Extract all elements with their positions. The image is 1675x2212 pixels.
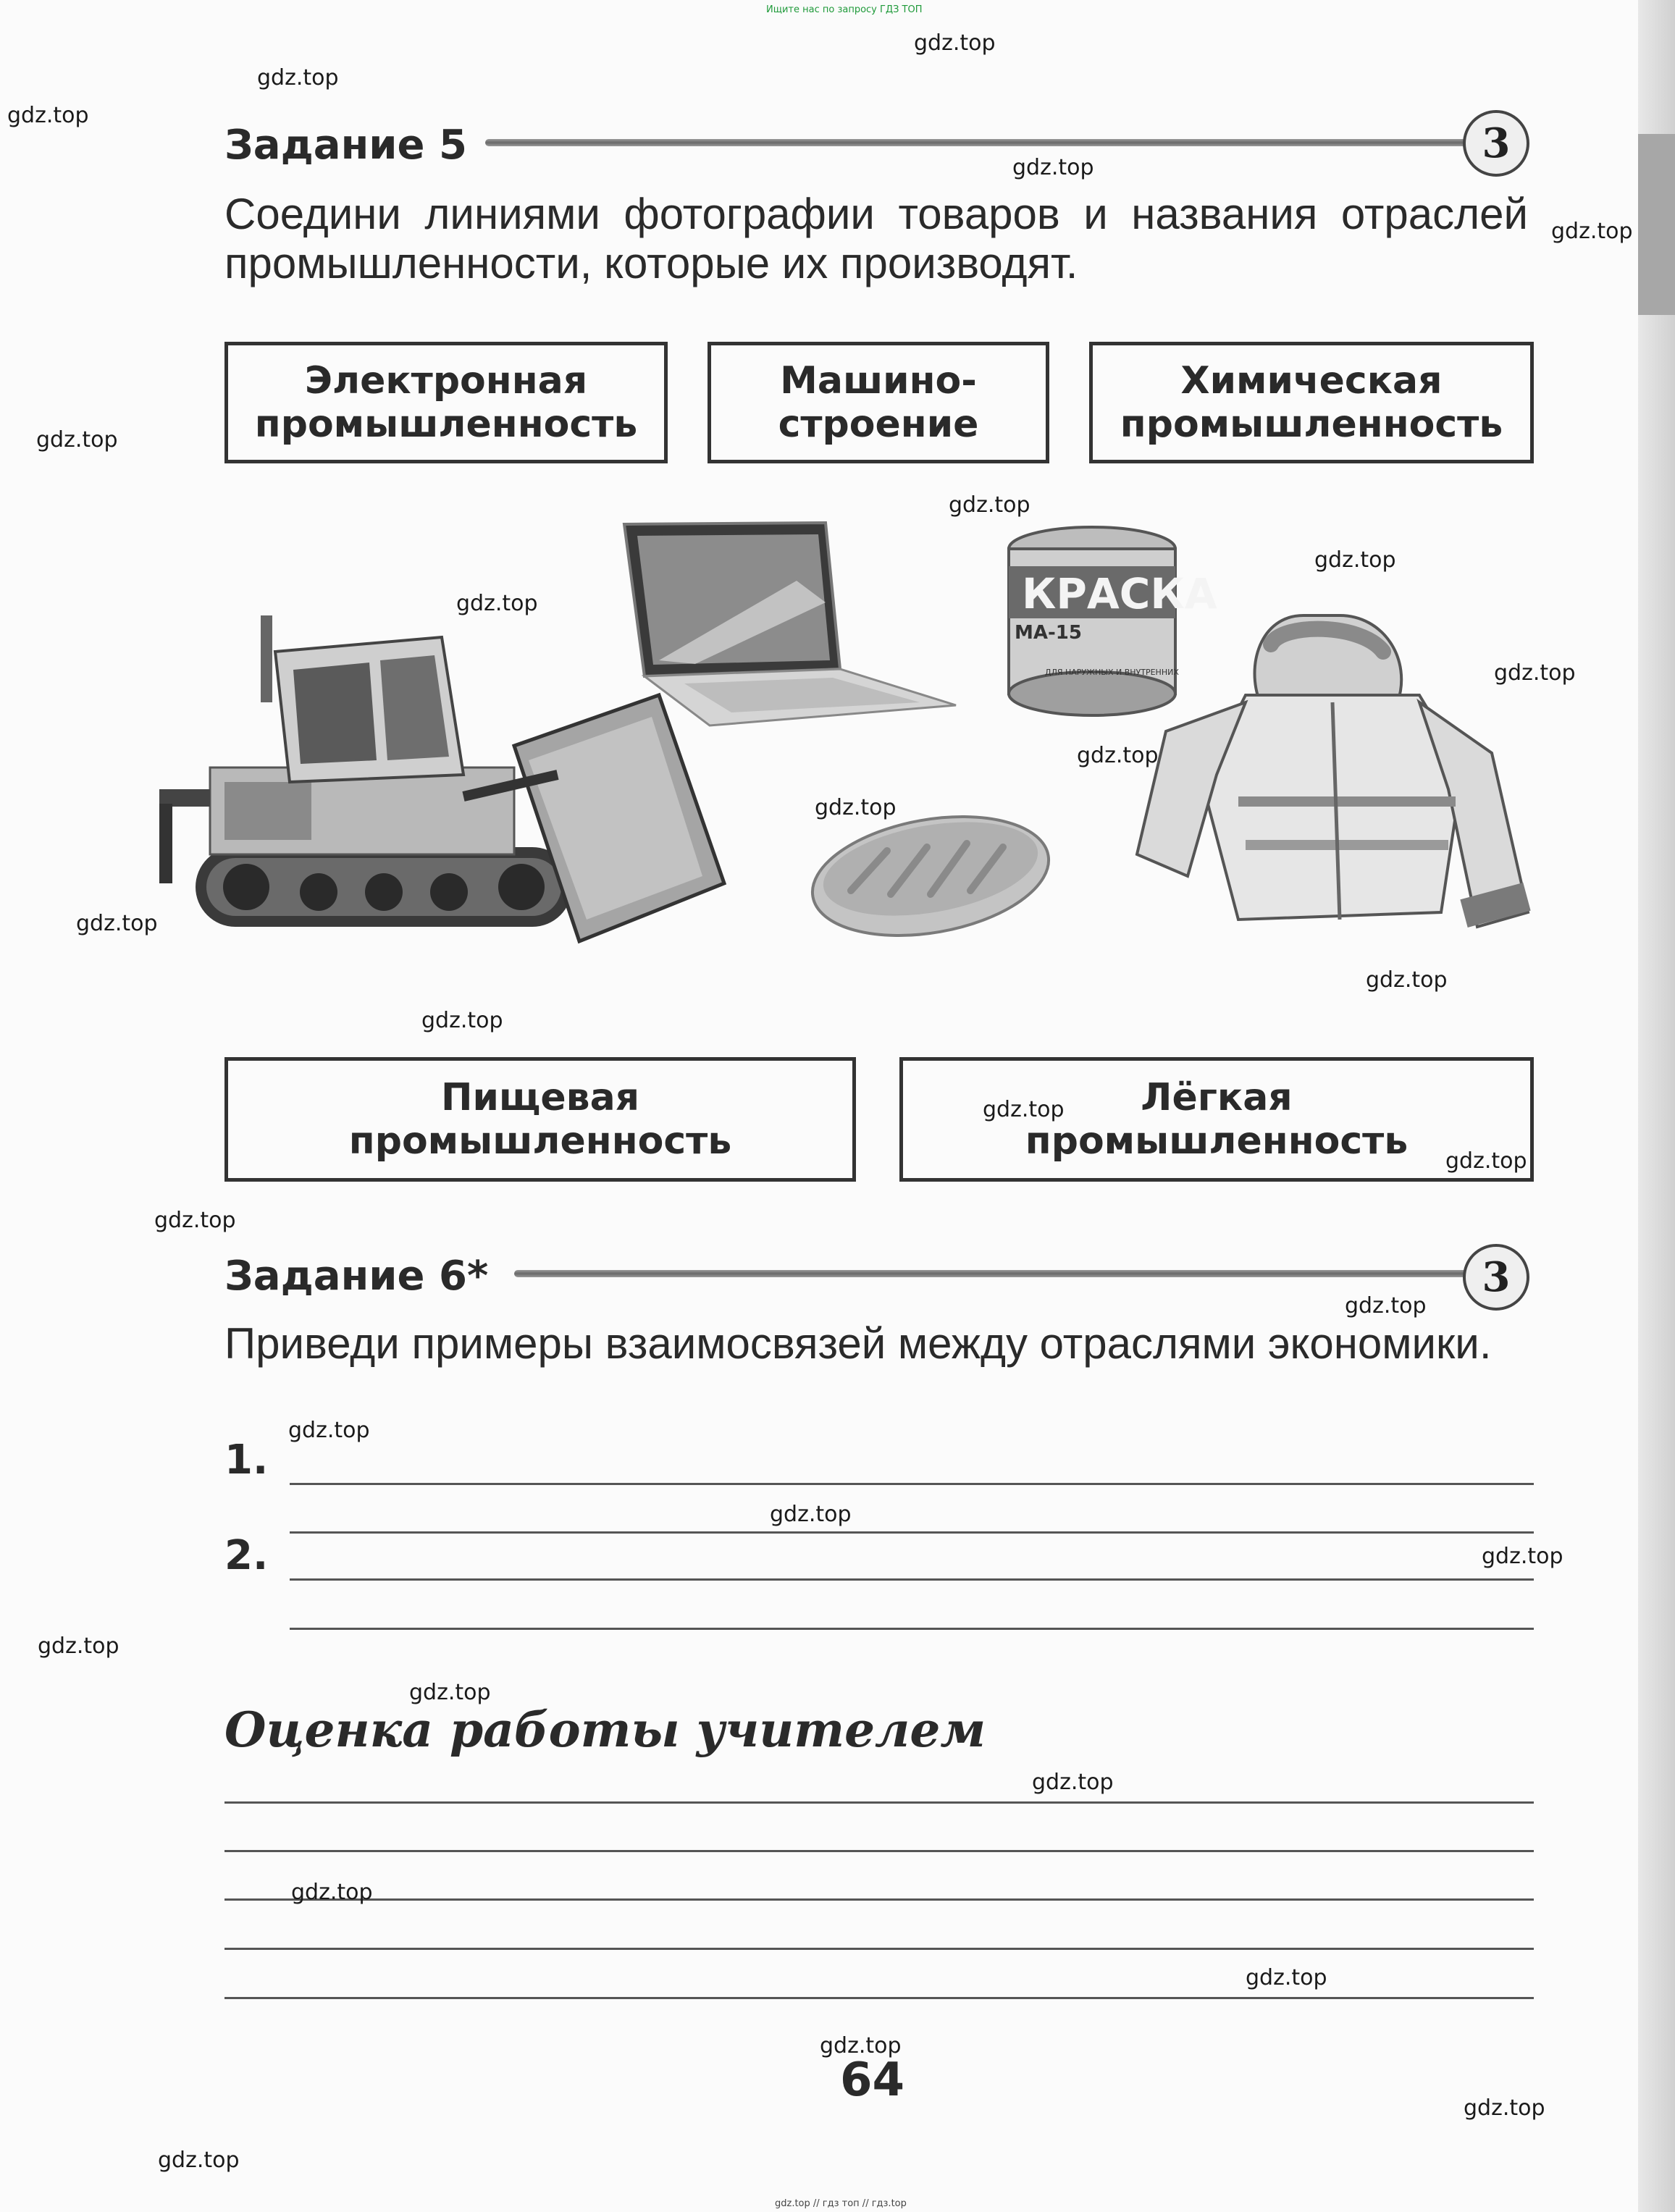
task6-score-badge: 3 [1463, 1244, 1529, 1311]
grade-line-5[interactable] [224, 1997, 1534, 1999]
page-number: 64 [840, 2053, 905, 2107]
watermark: gdz.top [76, 911, 158, 936]
watermark: gdz.top [770, 1502, 852, 1527]
paint-can-label: КРАСКА [1022, 569, 1217, 618]
watermark: gdz.top [1464, 2095, 1545, 2121]
answer-line-2a[interactable] [290, 1578, 1534, 1581]
footer-note: gdz.top // гдз топ // гдз.top [775, 2198, 907, 2209]
watermark: gdz.top [1246, 1965, 1327, 1990]
watermark: gdz.top [949, 492, 1030, 518]
watermark: gdz.top [154, 1208, 236, 1233]
watermark: gdz.top [1494, 660, 1576, 686]
watermark: gdz.top [1482, 1544, 1563, 1569]
box-line2: промышленность [1120, 403, 1503, 446]
page-edge [1638, 0, 1675, 2212]
grade-line-3[interactable] [224, 1898, 1534, 1901]
box-food-industry[interactable] [224, 1057, 856, 1182]
grade-line-2[interactable] [224, 1850, 1534, 1852]
page-tab [1638, 134, 1675, 315]
grade-line-4[interactable] [224, 1948, 1534, 1950]
box-line1: Пищевая [440, 1076, 640, 1119]
watermark: gdz.top [1366, 967, 1448, 993]
watermark: gdz.top [1314, 547, 1396, 573]
box-line1: Химическая [1180, 359, 1443, 403]
box-line2: строение [778, 403, 979, 446]
answer-line-2b[interactable] [290, 1628, 1534, 1630]
watermark: gdz.top [36, 427, 118, 453]
watermark: gdz.top [1551, 219, 1633, 244]
watermark: gdz.top [1032, 1770, 1114, 1795]
watermark: gdz.top [1012, 155, 1094, 180]
task6-title: Задание 6* [224, 1253, 489, 1300]
box-line1: Электронная [304, 359, 588, 403]
paint-can-sub: МА-15 [1015, 622, 1082, 644]
box-machine-building[interactable] [708, 342, 1049, 463]
task5-instructions: Соедини линиями фотографии товаров и названия отраслей промышленности, которые их производят. [224, 190, 1528, 287]
answer-number-2: 2. [224, 1532, 269, 1579]
watermark: gdz.top [1445, 1148, 1527, 1174]
watermark: gdz.top [291, 1880, 373, 1905]
box-line1: Машино- [780, 359, 977, 403]
jacket-image[interactable] [1122, 601, 1542, 949]
task5-rule [485, 139, 1499, 146]
watermark: gdz.top [1077, 743, 1159, 768]
box-line2: промышленность [254, 403, 638, 446]
box-chemical-industry[interactable] [1089, 342, 1534, 463]
task5-title: Задание 5 [224, 122, 467, 169]
box-electronic-industry[interactable] [224, 342, 668, 463]
watermark: gdz.top [815, 795, 897, 820]
bread-image[interactable] [807, 811, 1054, 941]
box-line1: Лёгкая [1141, 1076, 1293, 1119]
box-line2: промышленность [348, 1119, 732, 1163]
watermark: gdz.top [158, 2148, 240, 2173]
header-note: Ищите нас по запросу ГДЗ ТОП [766, 4, 923, 15]
watermark: gdz.top [1345, 1293, 1427, 1319]
task6-rule [514, 1270, 1499, 1277]
watermark: gdz.top [38, 1633, 119, 1659]
grade-line-1[interactable] [224, 1801, 1534, 1804]
watermark: gdz.top [820, 2033, 902, 2058]
answer-line-1b[interactable] [290, 1531, 1534, 1534]
watermark: gdz.top [7, 103, 89, 128]
answer-number-1: 1. [224, 1437, 269, 1484]
watermark: gdz.top [914, 30, 996, 56]
box-line2: промышленность [1025, 1119, 1409, 1163]
answer-line-1a[interactable] [290, 1483, 1534, 1485]
paint-can-band: ДЛЯ НАРУЖНЫХ И ВНУТРЕННИХ [1045, 668, 1179, 677]
watermark: gdz.top [257, 65, 339, 91]
watermark: gdz.top [409, 1680, 491, 1705]
task5-score-badge: 3 [1463, 110, 1529, 177]
teacher-grade-label: Оценка работы учителем [224, 1702, 986, 1758]
watermark: gdz.top [456, 591, 538, 616]
watermark: gdz.top [421, 1008, 503, 1033]
watermark: gdz.top [983, 1097, 1065, 1122]
task6-instructions: Приведи примеры взаимосвязей между отраслями экономики. [224, 1319, 1492, 1368]
watermark: gdz.top [288, 1418, 370, 1443]
laptop-image[interactable] [616, 516, 963, 733]
